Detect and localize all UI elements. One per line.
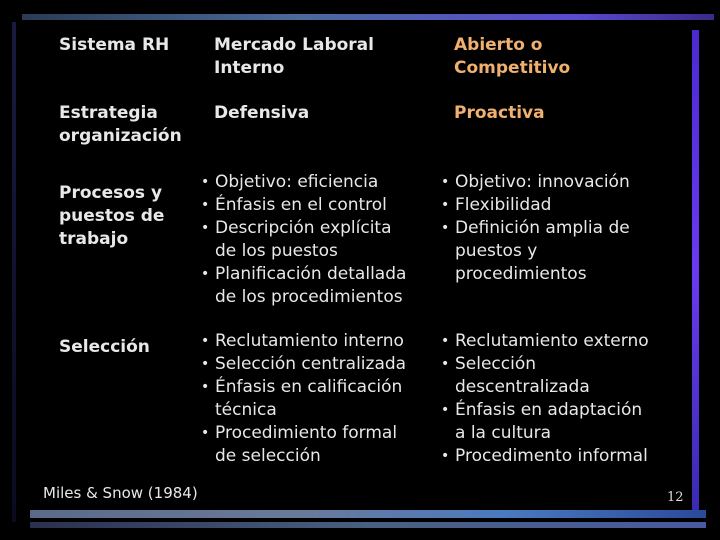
- list-item: [200, 376, 438, 422]
- list-item-text: técnica: [215, 400, 277, 420]
- list-item-text: descentralizada: [455, 377, 590, 397]
- row1-col3-line: Competitivo: [454, 58, 571, 78]
- frame-bottom-bar: [30, 510, 706, 518]
- list-item-text: • Reclutamiento interno: [215, 331, 404, 351]
- list-item: [200, 353, 438, 376]
- list-item-text: a la cultura: [455, 423, 552, 443]
- list-item-text: • Descripción explícita: [215, 218, 392, 238]
- list-item-text: • Procedimento informal: [455, 446, 648, 466]
- list-item-text: • Procedimiento formal: [215, 423, 398, 443]
- row1-col2-line: Interno: [214, 58, 285, 78]
- row3-col3-list: [440, 171, 690, 286]
- list-item-text: • Planificación detallada: [215, 264, 407, 284]
- list-item: [440, 194, 690, 217]
- list-item-text: de los procedimientos: [215, 287, 403, 307]
- list-item: [200, 217, 438, 263]
- list-item-text: • Énfasis en adaptación: [455, 400, 643, 420]
- list-item-text: • Énfasis en calificación: [215, 377, 403, 397]
- row2-label-line: organización: [59, 126, 182, 146]
- list-item-text: • Objetivo: eficiencia: [215, 172, 379, 192]
- row4-col3-list: [440, 330, 690, 468]
- row1-col3-line: Abierto o: [454, 35, 543, 55]
- row3-label-line: puestos de: [59, 206, 165, 226]
- list-item-text: • Flexibilidad: [455, 195, 552, 215]
- list-item-text: • Definición amplia de: [455, 218, 630, 238]
- list-item-text: • Objetivo: innovación: [455, 172, 630, 192]
- row2-col3-line: Proactiva: [454, 103, 545, 123]
- row4-label: [59, 336, 199, 359]
- row3-label-line: Procesos y: [59, 183, 163, 203]
- list-item-text: • Énfasis en el control: [215, 195, 387, 215]
- row3-label-line: trabajo: [59, 229, 129, 249]
- list-item-text: • Selección centralizada: [215, 354, 407, 374]
- row2-label: [59, 102, 199, 148]
- frame-top-bar: [22, 14, 714, 20]
- list-item-text: • Reclutamiento externo: [455, 331, 649, 351]
- row3-col2-list: [200, 171, 438, 309]
- list-item: [200, 171, 438, 194]
- list-item-text: procedimientos: [455, 264, 587, 284]
- row4-col2-list: [200, 330, 438, 468]
- row1-col3: [454, 34, 704, 80]
- list-item: [440, 445, 690, 468]
- row2-col3: [454, 102, 704, 125]
- list-item: [200, 330, 438, 353]
- list-item: [440, 353, 690, 399]
- list-item: [200, 263, 438, 309]
- row1-col2: [214, 34, 452, 80]
- list-item: [440, 399, 690, 445]
- row4-label-line: Selección: [59, 337, 150, 357]
- row2-col2-line: Defensiva: [214, 103, 310, 123]
- list-item: [440, 171, 690, 194]
- page-number: 12: [667, 490, 684, 505]
- list-item-text: puestos y: [455, 241, 538, 261]
- row2-col2: [214, 102, 452, 125]
- frame-bottom-bar-lower: [30, 522, 706, 528]
- list-item: [200, 194, 438, 217]
- list-item: [200, 422, 438, 468]
- row3-label: [59, 182, 199, 251]
- list-item-text: de los puestos: [215, 241, 338, 261]
- list-item-text: • Selección: [455, 354, 537, 374]
- frame-left-bar: [12, 22, 16, 522]
- row1-col2-line: Mercado Laboral: [214, 35, 374, 55]
- row1-label-line: Sistema RH: [59, 35, 170, 55]
- list-item-text: de selección: [215, 446, 321, 466]
- row1-label: [59, 34, 199, 57]
- row2-label-line: Estrategia: [59, 103, 158, 123]
- list-item: [440, 217, 690, 286]
- list-item: [440, 330, 690, 353]
- citation: Miles & Snow (1984): [43, 484, 198, 502]
